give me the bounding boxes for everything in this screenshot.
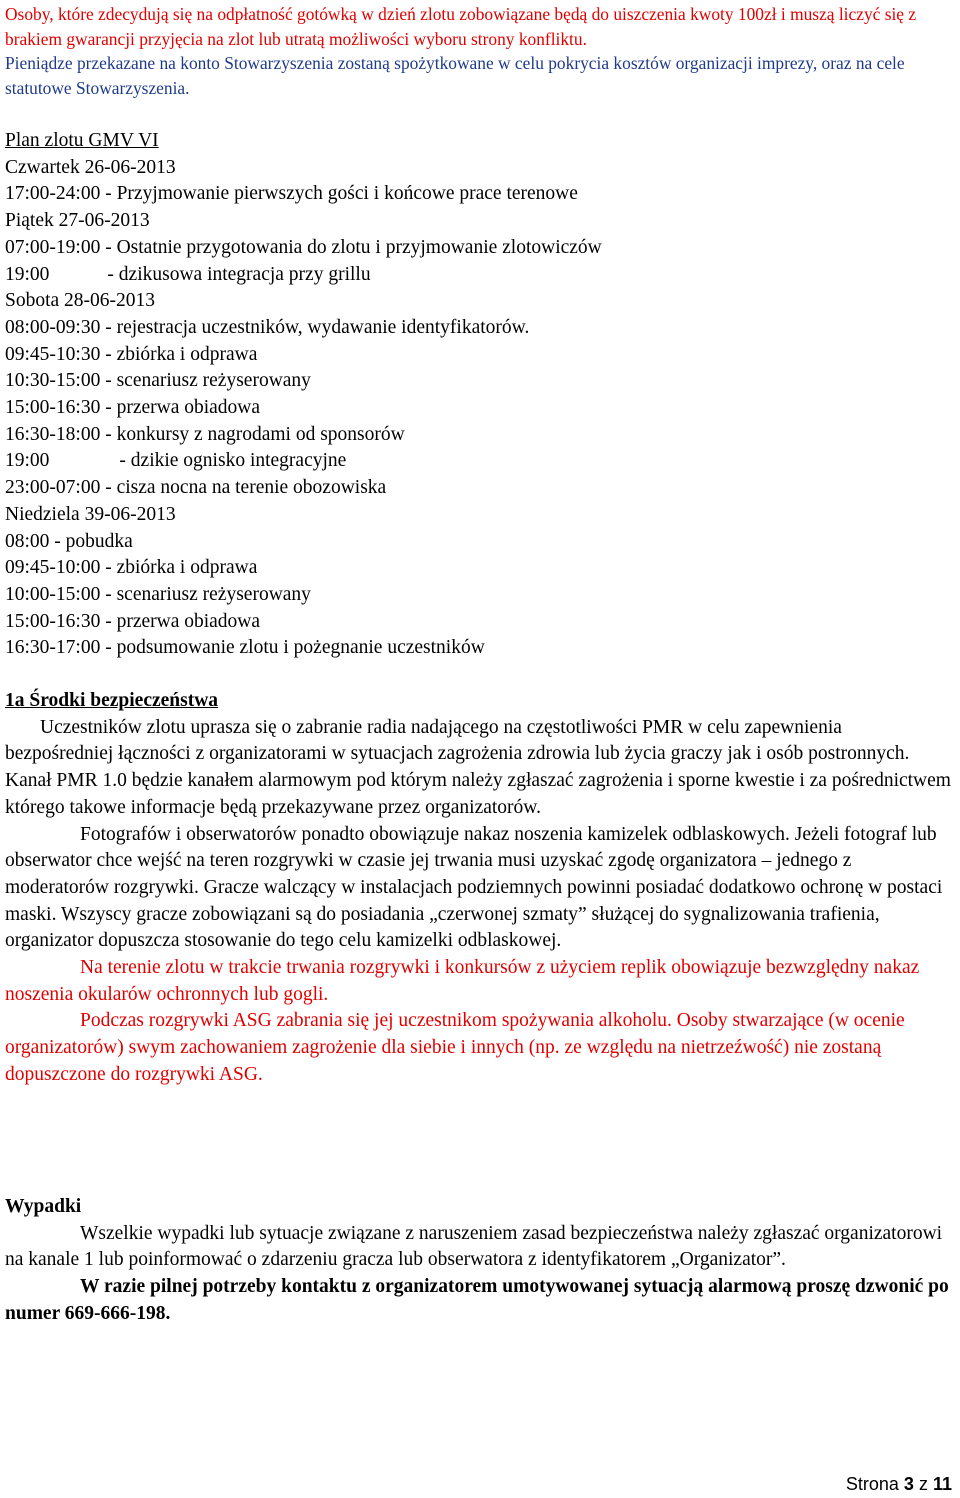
schedule-title: Plan zlotu GMV VI [5, 130, 159, 151]
accidents-paragraph-phone: W razie pilnej potrzeby kontaktu z organizatorem umotywowanej sytuacją alarmową proszę dzwonić po numer 669-666-198. [5, 1276, 949, 1324]
schedule-item-time: 19:00 [5, 450, 50, 472]
schedule-item: 10:00-15:00 - scenariusz reżyserowany [5, 583, 311, 605]
day-heading: Niedziela 39-06-2013 [5, 503, 176, 525]
schedule-item: 17:00-24:00 - Przyjmowanie pierwszych gości i końcowe prace terenowe [5, 183, 578, 205]
schedule-item-time: 19:00 [5, 263, 50, 285]
schedule-item: 10:30-15:00 - scenariusz reżyserowany [5, 370, 311, 392]
page-number: Strona 3 z 11 [845, 1474, 952, 1494]
schedule-item: 16:30-17:00 - podsumowanie zlotu i pożegnanie uczestników [5, 637, 485, 659]
schedule-item: 09:45-10:00 - zbiórka i odprawa [5, 557, 258, 579]
schedule-item: 08:00 - pobudka [5, 530, 133, 552]
safety-paragraph-alcohol: Podczas rozgrywki ASG zabrania się jej uczestnikom spożywania alkoholu. Osoby stwarzające (w ocenie organizatorów) swym zachowaniem zagrożenie dla siebie i innych (np. ze względu na nietrzeźwość) nie zostaną dopuszczone do rozgrywki ASG. [5, 1010, 905, 1085]
schedule-item: 07:00-19:00 - Ostatnie przygotowania do zlotu i przyjmowanie zlotowiczów [5, 236, 602, 258]
schedule-item: 15:00-16:30 - przerwa obiadowa [5, 610, 261, 632]
schedule-item: 15:00-16:30 - przerwa obiadowa [5, 397, 261, 419]
schedule-item [5, 262, 602, 289]
accidents-section [5, 1194, 955, 1328]
day-heading: Piątek 27-06-2013 [5, 210, 150, 232]
accidents-paragraph-report: Wszelkie wypadki lub sytuacje związane z naruszeniem zasad bezpieczeństwa należy zgłaszać organizatorowi na kanale 1 lub poinformować o zdarzeniu gracza lub obserwatora z identyfikatorem „Organizator”. [5, 1222, 943, 1271]
safety-heading: 1a Środki bezpieczeństwa [5, 690, 219, 711]
day-heading: Sobota 28-06-2013 [5, 290, 156, 312]
safety-paragraph-radio: Uczestników zlotu uprasza się o zabranie radia nadającego na częstotliwości PMR w celu zapewnienia bezpośredniej łączności z organizatorami w sytuacjach zagrożenia zdrowia lub życia graczy jak i osób postronnych. Kanał PMR 1.0 będzie kanałem alarmowym pod którym należy zgłaszać zagrożenia i sporne kwestie i za pośrednictwem którego takowe informacje będą przekazywane przez organizatorów. [5, 716, 951, 818]
schedule-item: 23:00-07:00 - cisza nocna na terenie obozowiska [5, 477, 387, 499]
accidents-heading: Wypadki [5, 1196, 82, 1217]
intro-payment-note: Osoby, które zdecydują się na odpłatność gotówką w dzień zlotu zobowiązane będą do uiszczenia kwoty 100zł i muszą liczyć się z brakiem gwarancji przyjęcia na zlot lub utratą możliwości wyboru strony konfliktu. [5, 4, 917, 49]
safety-paragraph-goggles: Na terenie zlotu w trakcie trwania rozgrywki i konkursów z użyciem replik obowiązuje bezwzględny nakaz noszenia okularów ochronnych lub gogli. [5, 957, 920, 1005]
schedule-item: 09:45-10:30 - zbiórka i odprawa [5, 343, 258, 365]
schedule-item: 16:30-18:00 - konkursy z nagrodami od sponsorów [5, 423, 405, 445]
schedule [5, 128, 602, 662]
safety-paragraph-photographers: Fotografów i obserwatorów ponadto obowiązuje nakaz noszenia kamizelek odblaskowych. Jeżeli fotograf lub obserwator chce wejść na teren rozgrywki w czasie jej trwania musi uzyskać zgodę organizatora – jednego z moderatorów rozgrywki. Gracze walczący w instalacjach podziemnych powinni posiadać dodatkowo ochronę w postaci maski. Wszyscy gracze zobowiązani są do posiadania „czerwonej szmaty” służącej do sygnalizowania trafienia, organizator dopuszcza stosowanie do tego celu kamizelki odblaskowej. [5, 823, 943, 952]
intro-funds-note: Pieniądze przekazane na konto Stowarzyszenia zostaną spożytkowane w celu pokrycia kosztów organizacji imprezy, oraz na cele statutowe Stowarzyszenia. [5, 53, 905, 98]
schedule-item: 08:00-09:30 - rejestracja uczestników, wydawanie identyfikatorów. [5, 316, 530, 338]
day-heading: Czwartek 26-06-2013 [5, 156, 176, 178]
schedule-item-text: - dzikie ognisko integracyjne [119, 450, 347, 472]
schedule-item-text: - dzikusowa integracja przy grillu [107, 263, 371, 285]
safety-section [5, 688, 955, 1089]
intro-block [5, 2, 955, 100]
schedule-item [5, 448, 602, 475]
